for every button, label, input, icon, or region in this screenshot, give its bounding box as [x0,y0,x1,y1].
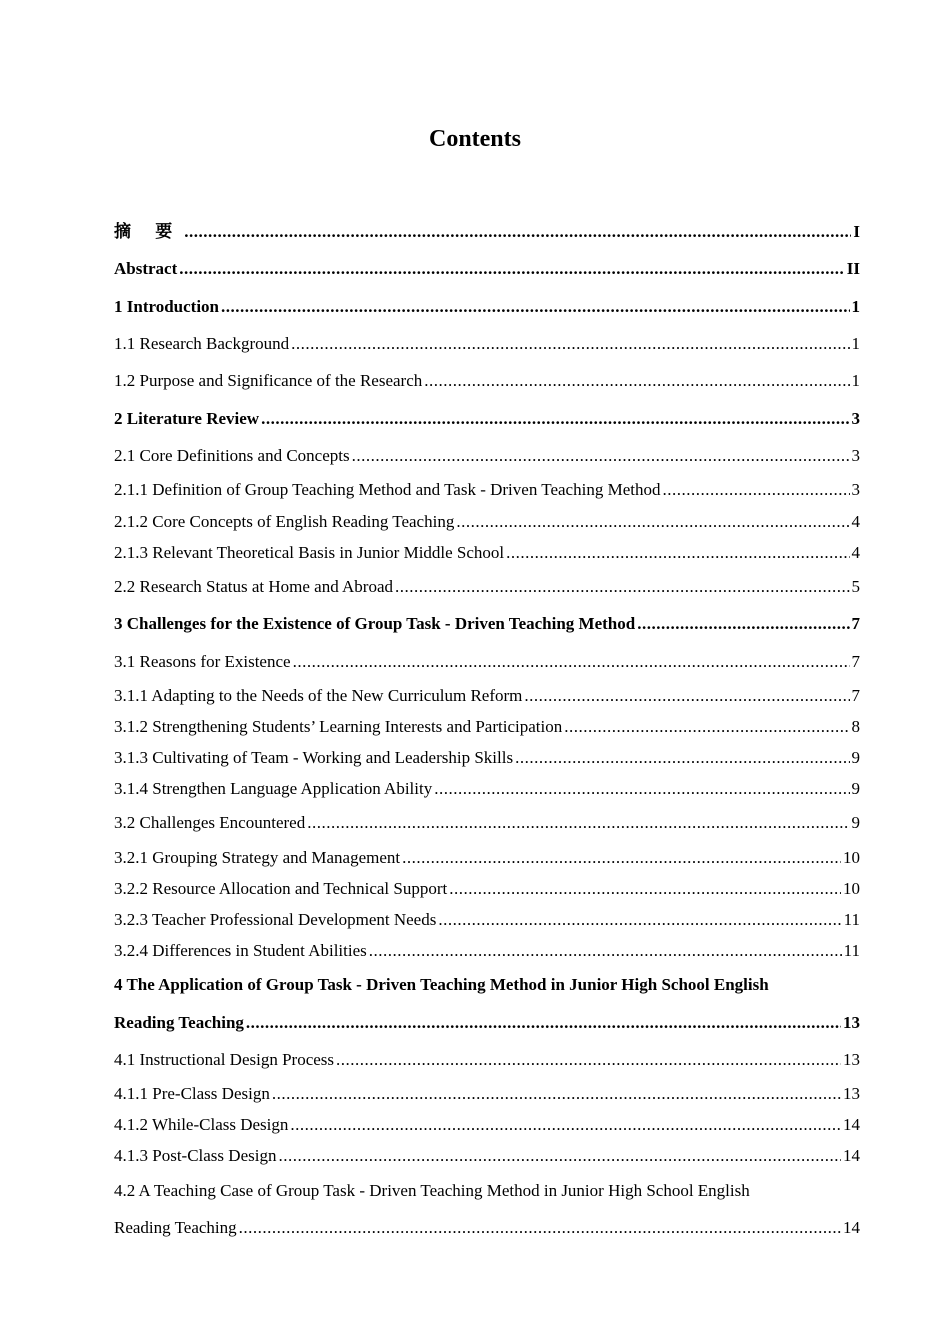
toc-entry-page-number: 14 [843,1115,860,1134]
toc-entry-label: 2 Literature Review [114,409,260,428]
toc-entry-page-number: 10 [843,879,860,898]
dot-leader [261,408,849,430]
toc-entry-label[interactable]: 4 The Application of Group Task - Driven Teaching Method in Junior High School English [114,975,769,994]
toc-entry-label: 3.2.3 Teacher Professional Development Needs [114,910,437,929]
toc-entry-page-number: 10 [843,848,860,867]
page-title: Contents [428,126,521,152]
toc-entry[interactable] [114,1145,860,1167]
toc-entry[interactable] [114,909,860,931]
toc-entry-label: 2.1.2 Core Concepts of English Reading Teaching [114,512,455,531]
toc-entry[interactable] [114,613,860,635]
dot-leader [434,778,849,800]
toc-entry-label: 2.1.1 Definition of Group Teaching Method and Task - Driven Teaching Method [114,480,661,499]
dot-leader [438,909,841,931]
toc-entry-page-number: 1 [851,371,860,390]
toc-entry-label: 1.2 Purpose and Significance of the Research [114,371,423,390]
toc-entry-label: 摘 要 [114,222,183,241]
toc-entry-label: 3 Challenges for the Existence of Group Task - Driven Teaching Method [114,614,636,633]
toc-entry-page-number: 13 [843,1013,860,1032]
toc-entry-label: Reading Teaching [114,1013,244,1032]
toc-entry-page-number: 3 [851,409,860,428]
dot-leader [246,1012,841,1034]
toc-entry[interactable] [114,445,860,467]
toc-entry-label: 2.1 Core Definitions and Concepts [114,446,350,465]
toc-entry-page-number: II [846,259,860,278]
toc-entry[interactable] [114,651,860,673]
toc-entry[interactable] [114,878,860,900]
dot-leader [515,747,849,769]
toc-entry-page-number: 11 [843,910,860,929]
dot-leader [291,333,849,355]
toc-entry-page-number: 7 [851,686,860,705]
toc-entry-label: 3.1 Reasons for Existence [114,652,291,671]
toc-entry-page-number: 9 [851,748,860,767]
dot-leader [278,1145,841,1167]
toc-entry-label: 3.1.4 Strengthen Language Application Ability [114,779,433,798]
table-of-contents [114,0,860,1344]
toc-entry[interactable] [114,1083,860,1105]
dot-leader [352,445,850,467]
toc-entry-page-number: 13 [843,1084,860,1103]
dot-leader [369,940,842,962]
toc-entry-label: 1.1 Research Background [114,334,290,353]
dot-leader [637,613,849,635]
toc-entry-page-number: 13 [843,1050,860,1069]
toc-entry[interactable] [114,479,860,501]
toc-entry-page-number: 3 [851,480,860,499]
toc-entry[interactable] [114,1217,860,1239]
dot-leader [239,1217,841,1239]
toc-entry[interactable] [114,511,860,533]
dot-leader [307,812,849,834]
toc-entry[interactable] [114,370,860,392]
toc-entry[interactable] [114,847,860,869]
toc-entry[interactable] [114,747,860,769]
dot-leader [456,511,849,533]
toc-entry[interactable] [114,778,860,800]
toc-entry-page-number: 4 [851,543,860,562]
toc-entry-page-number: I [853,222,860,241]
toc-entry-label: 4.1.2 While-Class Design [114,1115,289,1134]
toc-entry-page-number: 8 [851,717,860,736]
dot-leader [184,221,851,243]
toc-entry-page-number: 11 [843,941,860,960]
dot-leader [395,576,849,598]
toc-entry-label: 3.1.1 Adapting to the Needs of the New Curriculum Reform [114,686,523,705]
toc-entry[interactable] [114,1114,860,1136]
dot-leader [564,716,849,738]
toc-entry-page-number: 9 [851,779,860,798]
toc-entry-label: 2.2 Research Status at Home and Abroad [114,577,394,596]
dot-leader [424,370,849,392]
toc-entry-label: 3.2 Challenges Encountered [114,813,306,832]
toc-entry-label: 3.1.2 Strengthening Students’ Learning Interests and Participation [114,717,563,736]
toc-entry-label: 4.1.1 Pre-Class Design [114,1084,270,1103]
dot-leader [272,1083,841,1105]
toc-entry-page-number: 3 [851,446,860,465]
toc-entry[interactable] [114,221,860,243]
toc-entry[interactable] [114,940,860,962]
dot-leader [293,651,850,673]
toc-entry-label: 3.2.2 Resource Allocation and Technical Support [114,879,448,898]
toc-entry-page-number: 7 [851,614,860,633]
dot-leader [290,1114,841,1136]
toc-entry[interactable] [114,685,860,707]
toc-entry[interactable] [114,716,860,738]
toc-entry-label: 1 Introduction [114,297,220,316]
toc-entry-label: 3.1.3 Cultivating of Team - Working and Leadership Skills [114,748,514,767]
toc-entry[interactable] [114,1049,860,1071]
toc-entry[interactable] [114,408,860,430]
dot-leader [662,479,849,501]
toc-entry-page-number: 14 [843,1218,860,1237]
dot-leader [221,296,849,318]
dot-leader [449,878,841,900]
toc-entry-label: Reading Teaching [114,1218,237,1237]
toc-entry-label: Abstract [114,259,178,278]
dot-leader [179,258,845,280]
toc-entry-label[interactable]: 4.2 A Teaching Case of Group Task - Driven Teaching Method in Junior High School English [114,1181,750,1200]
toc-entry[interactable] [114,258,860,280]
toc-entry-page-number: 14 [843,1146,860,1165]
toc-entry-label: 2.1.3 Relevant Theoretical Basis in Junior Middle School [114,543,505,562]
toc-entry-label: 4.1 Instructional Design Process [114,1050,335,1069]
toc-entry[interactable] [114,296,860,318]
toc-entry[interactable] [114,812,860,834]
toc-entry[interactable] [114,1012,860,1034]
toc-entry[interactable] [114,333,860,355]
toc-entry[interactable] [114,576,860,598]
toc-entry-page-number: 9 [851,813,860,832]
dot-leader [402,847,841,869]
toc-entry-page-number: 7 [851,652,860,671]
toc-entry-page-number: 1 [851,334,860,353]
toc-entry[interactable] [114,542,860,564]
toc-entry-page-number: 1 [851,297,860,316]
dot-leader [336,1049,841,1071]
toc-entry-label: 3.2.4 Differences in Student Abilities [114,941,367,960]
toc-entry-label: 4.1.3 Post-Class Design [114,1146,277,1165]
toc-entry-page-number: 5 [851,577,860,596]
dot-leader [506,542,849,564]
toc-entry-label: 3.2.1 Grouping Strategy and Management [114,848,401,867]
toc-entry-page-number: 4 [851,512,860,531]
dot-leader [524,685,849,707]
